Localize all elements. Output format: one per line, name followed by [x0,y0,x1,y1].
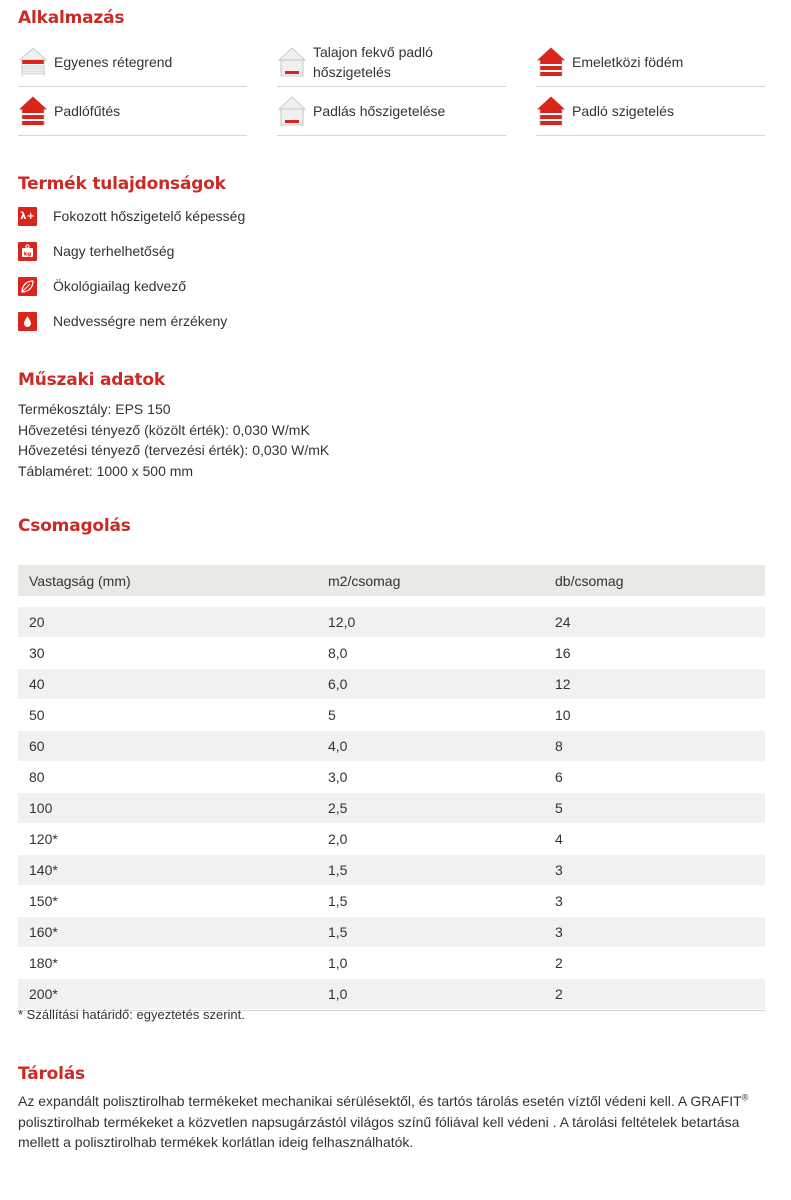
packaging-table [18,565,765,1011]
application-item [536,87,765,136]
application-label-line1: Talajon fekvő padló [313,44,433,60]
tech-line-design: Hővezetési tényező (tervezési érték): 0,030 W/mK [18,442,330,458]
property-label: Ökológiailag kedvező [53,278,187,294]
table-row [18,948,765,979]
section-title-muszaki-adatok: Műszaki adatok [18,370,165,390]
cell-thickness: 150* [29,893,58,909]
application-item [277,38,506,87]
table-row [18,886,765,917]
table-header [18,565,765,597]
cell-pcs-per-pack: 2 [555,955,563,971]
cell-pcs-per-pack: 12 [555,676,571,692]
cell-m2-per-pack: 12,0 [328,614,356,630]
cell-pcs-per-pack: 16 [555,645,571,661]
leaf-icon [18,277,37,296]
section-title-tulajdonsagok: Termék tulajdonságok [18,174,226,194]
application-item [18,38,247,87]
storage-text-part2: polisztirolhab termékeket a közvetlen napsugárzástól világos színű fóliával kell védeni . A tárolási feltételek betartása mellett a polisztirolhab termékek korlátlan ideig felhasználhatók. [18,1113,740,1150]
application-label-line1: Egyenes rétegrend [54,54,173,70]
cell-thickness: 60 [29,738,45,754]
water-drop-icon [18,312,37,331]
weight-kg-icon [18,242,37,261]
cell-pcs-per-pack: 3 [555,924,563,940]
application-label [54,101,120,121]
application-item [18,87,247,136]
table-row [18,669,765,700]
cell-m2-per-pack: 1,5 [328,862,348,878]
cell-thickness: 100 [29,800,53,816]
application-item [536,38,765,87]
house-floor-heating-icon [18,93,48,129]
storage-text-part1: Az expandált polisztirolhab termékeket mechanikai sérülésektől, és tartós tárolás esetén víztől védeni kell. A GRAFIT [18,1093,742,1109]
cell-thickness: 140* [29,862,58,878]
application-label [313,101,445,121]
header-spacer [18,597,765,607]
header-thickness: Vastagság (mm) [29,572,131,589]
house-intermediate-floor-icon [536,44,566,80]
registered-mark: ® [741,1092,749,1103]
property-item [18,205,245,227]
storage-text [18,1091,766,1153]
header-m2-per-pack: m2/csomag [328,572,401,589]
header-pcs-per-pack: db/csomag [555,572,624,589]
cell-thickness: 50 [29,707,45,723]
application-label-line1: Emeletközi födém [572,54,684,70]
cell-m2-per-pack: 1,5 [328,893,348,909]
cell-pcs-per-pack: 2 [555,986,563,1002]
house-attic-icon [277,93,307,129]
cell-m2-per-pack: 4,0 [328,738,348,754]
cell-thickness: 20 [29,614,45,630]
tech-line-size: Táblaméret: 1000 x 500 mm [18,462,194,479]
house-ground-floor-icon [277,44,307,80]
cell-m2-per-pack: 8,0 [328,645,348,661]
cell-thickness: 180* [29,955,58,971]
tech-line-declared: Hővezetési tényező (közölt érték): 0,030 W/mK [18,421,310,438]
application-label-line1: Padlás hőszigetelése [313,103,446,119]
table-row [18,700,765,731]
table-body [18,607,765,1011]
cell-pcs-per-pack: 3 [555,862,563,878]
table-row [18,979,765,1010]
section-title-csomagolas: Csomagolás [18,516,131,536]
cell-m2-per-pack: 6,0 [328,676,348,692]
table-row [18,731,765,762]
application-label [572,52,683,72]
cell-thickness: 200* [29,986,58,1002]
cell-m2-per-pack: 2,0 [328,831,348,847]
tech-line-class: Termékosztály: EPS 150 [18,401,171,417]
property-label: Nedvességre nem érzékeny [53,313,228,329]
application-label [54,52,172,72]
cell-pcs-per-pack: 5 [555,800,563,816]
table-row [18,607,765,638]
cell-pcs-per-pack: 24 [555,614,571,630]
cell-thickness: 40 [29,676,45,692]
table-row [18,917,765,948]
cell-m2-per-pack: 3,0 [328,769,348,785]
table-row [18,855,765,886]
lambda-plus-icon: λ+ [18,207,37,226]
cell-pcs-per-pack: 4 [555,831,563,847]
table-row [18,762,765,793]
cell-m2-per-pack: 1,0 [328,986,348,1002]
house-floor-insulation-icon [536,93,566,129]
property-label: Fokozott hőszigetelő képesség [53,208,246,224]
property-item [18,310,227,332]
application-label [313,42,433,82]
cell-m2-per-pack: 2,5 [328,800,348,816]
cell-m2-per-pack: 1,5 [328,924,348,940]
property-item [18,275,186,297]
application-label-line1: Padló szigetelés [572,103,674,119]
table-row [18,793,765,824]
table-row [18,824,765,855]
cell-m2-per-pack: 5 [328,707,336,723]
table-row [18,638,765,669]
cell-pcs-per-pack: 6 [555,769,563,785]
application-label-line1: Padlófűtés [54,103,121,119]
cell-thickness: 30 [29,645,45,661]
property-item [18,240,174,262]
cell-m2-per-pack: 1,0 [328,955,348,971]
cell-pcs-per-pack: 8 [555,738,563,754]
cell-thickness: 80 [29,769,45,785]
cell-thickness: 160* [29,924,58,940]
section-title-tarolas: Tárolás [18,1064,85,1084]
svg-text:kg: kg [23,251,32,257]
section-title-alkalmazas: Alkalmazás [18,8,125,28]
application-label-line2: hőszigetelés [313,64,391,80]
tech-data [18,399,329,481]
house-layers-icon [18,44,48,80]
delivery-note: * Szállítási határidő: egyeztetés szerint. [18,1007,245,1022]
cell-pcs-per-pack: 3 [555,893,563,909]
cell-thickness: 120* [29,831,58,847]
property-label: Nagy terhelhetőség [53,243,175,259]
application-label [572,101,674,121]
application-item [277,87,506,136]
cell-pcs-per-pack: 10 [555,707,571,723]
